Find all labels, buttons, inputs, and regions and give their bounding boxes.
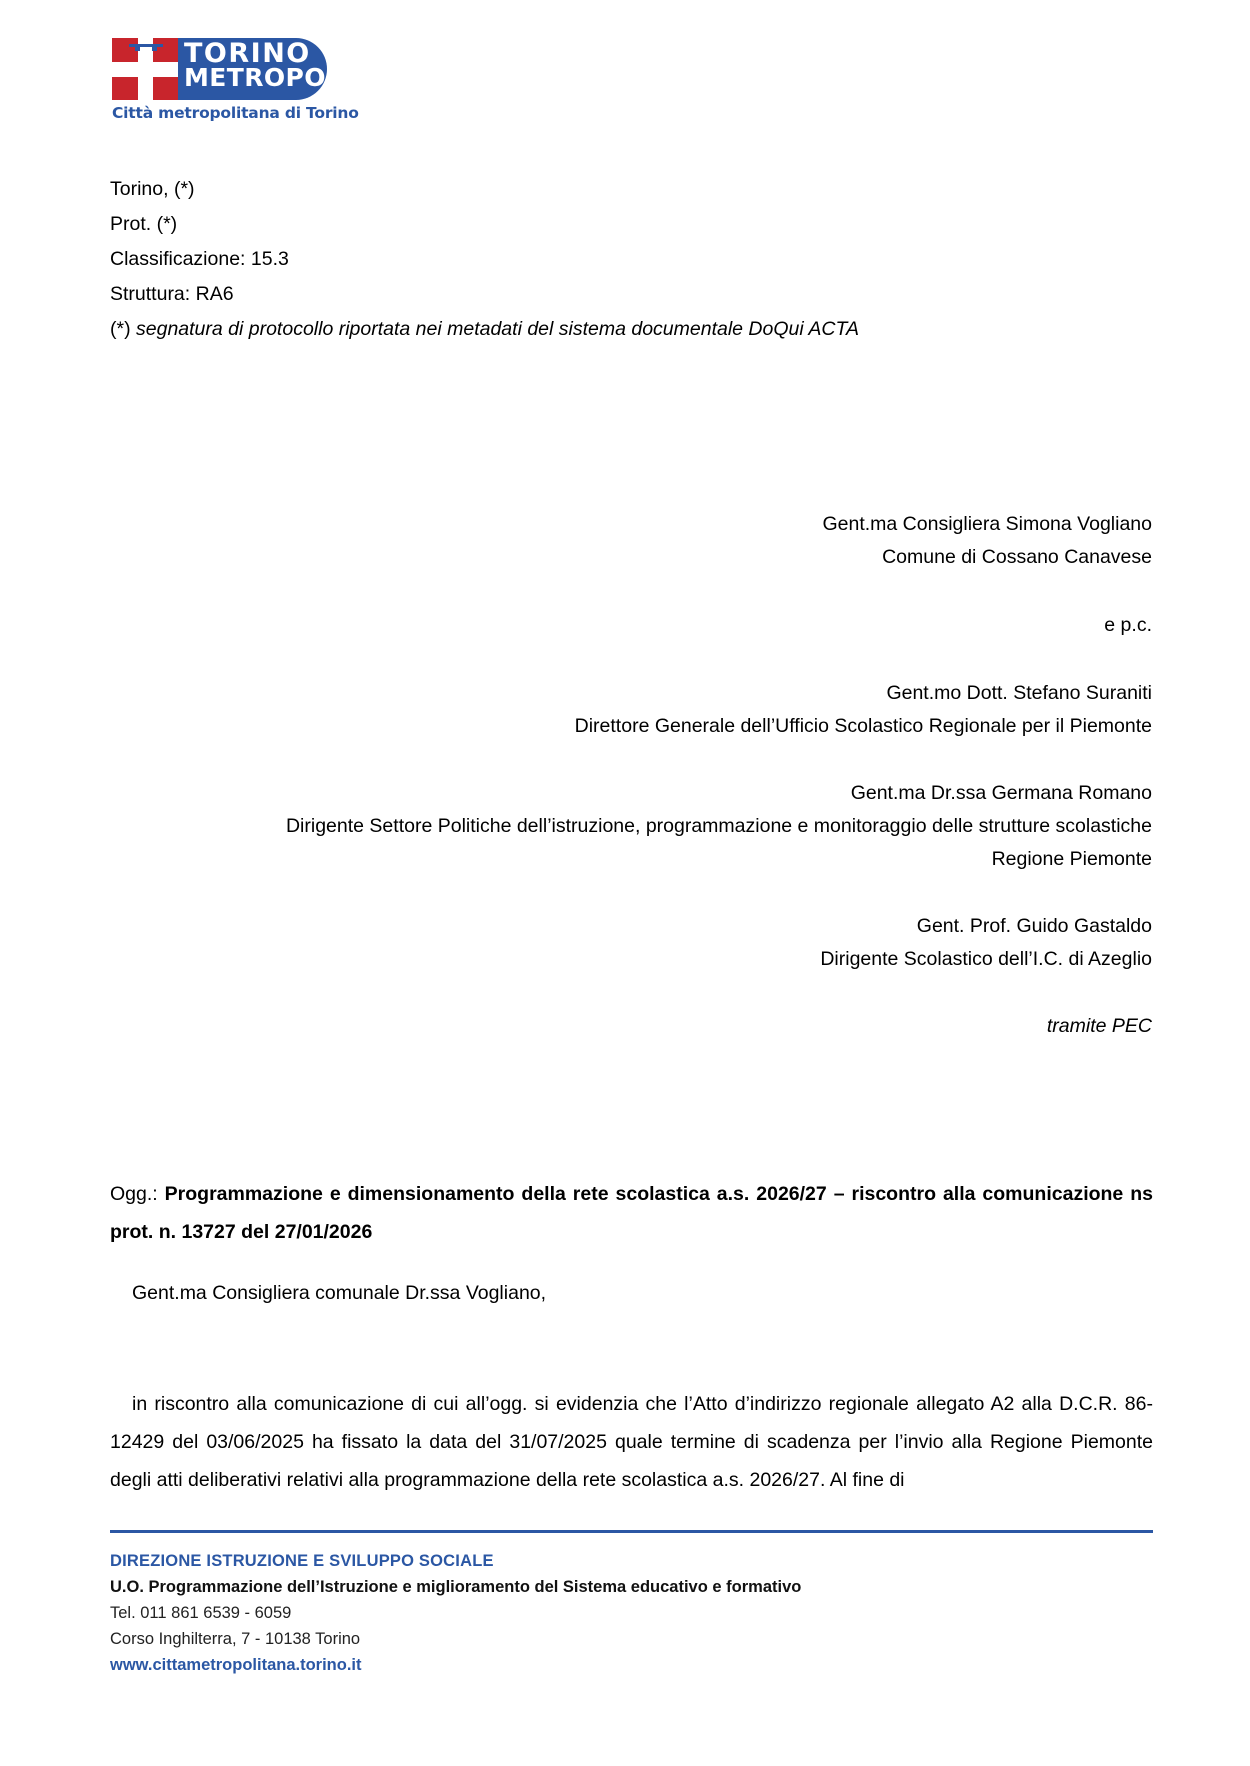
footer-divider xyxy=(110,1530,1153,1533)
recipient-line: Regione Piemonte xyxy=(991,848,1152,870)
recipient-cc-group-2 xyxy=(160,777,1152,876)
delivery-note: tramite PEC xyxy=(1046,1015,1152,1037)
subject-line xyxy=(110,1175,1153,1251)
recipient-line: Gent. Prof. Guido Gastaldo xyxy=(916,915,1152,937)
spacer xyxy=(160,574,1152,609)
footer-address: Corso Inghilterra, 7 - 10138 Torino xyxy=(110,1630,361,1648)
letter-paragraph: in riscontro alla comunicazione di cui all’ogg. si evidenzia che l’Atto d’indirizzo regionale allegato A2 alla D.C.R. 86-12429 del 03/06/2025 ha fissato la data del 31/07/2025 quale termine di scadenza per l’invio alla Regione Piemonte degli atti deliberativi relativi alla programmazione della rete scolastica a.s. 2026/27. Al fine di xyxy=(110,1393,1153,1491)
meta-footnote-text: segnatura di protocollo riportata nei metadati del sistema documentale DoQui ACTA xyxy=(136,318,859,340)
recipient-line: Dirigente Scolastico dell’I.C. di Azeglio xyxy=(820,948,1152,970)
recipient-line: Comune di Cossano Canavese xyxy=(882,546,1152,568)
footer-phone: Tel. 011 861 6539 - 6059 xyxy=(110,1604,292,1622)
organization-logo xyxy=(112,38,359,122)
logo-subtitle: Città metropolitana di Torino xyxy=(112,104,359,122)
recipient-line: Direttore Generale dell’Ufficio Scolastico Regionale per il Piemonte xyxy=(574,715,1152,737)
document-metadata-block xyxy=(110,172,1010,347)
crown-icon xyxy=(128,42,164,54)
meta-structure: Struttura: RA6 xyxy=(110,283,234,305)
spacer xyxy=(160,976,1152,1010)
cc-label: e p.c. xyxy=(1104,614,1152,636)
recipient-line: Gent.ma Dr.ssa Germana Romano xyxy=(850,782,1152,804)
meta-city-date: Torino, (*) xyxy=(110,178,195,200)
letter-salutation: Gent.ma Consigliera comunale Dr.ssa Vogliano, xyxy=(132,1282,547,1304)
meta-footnote-marker: (*) xyxy=(110,318,131,340)
recipient-line: Gent.ma Consigliera Simona Vogliano xyxy=(822,513,1152,535)
footer-block xyxy=(110,1548,1110,1678)
recipient-cc-group-1 xyxy=(160,677,1152,743)
recipients-block xyxy=(160,508,1152,1043)
subject-label: Ogg.: xyxy=(110,1183,158,1205)
subject-text: Programmazione e dimensionamento della rete scolastica a.s. 2026/27 – riscontro alla comunicazione ns prot. n. 13727 del 27/01/2026 xyxy=(110,1183,1153,1243)
recipient-line: Dirigente Settore Politiche dell’istruzione, programmazione e monitoraggio delle strutture scolastiche xyxy=(285,815,1152,837)
logo-wordmark xyxy=(184,38,352,93)
recipient-cc-group-3 xyxy=(160,910,1152,976)
spacer xyxy=(160,743,1152,777)
footer-unit: U.O. Programmazione dell’Istruzione e miglioramento del Sistema educativo e formativo xyxy=(110,1578,802,1596)
recipient-line: Gent.mo Dott. Stefano Suraniti xyxy=(886,682,1152,704)
spacer xyxy=(160,642,1152,677)
meta-protocol: Prot. (*) xyxy=(110,213,178,235)
meta-classification: Classificazione: 15.3 xyxy=(110,248,289,270)
logo-line-1: TORINO xyxy=(184,38,311,69)
recipient-primary xyxy=(160,508,1152,574)
spacer xyxy=(160,876,1152,910)
torino-flag-icon xyxy=(112,38,178,100)
footer-website-link[interactable]: www.cittametropolitana.torino.it xyxy=(110,1656,362,1674)
logo-line-2: METROPOLI xyxy=(184,63,352,93)
logo-mark xyxy=(112,38,352,100)
meta-footnote xyxy=(110,312,1010,347)
footer-direction: DIREZIONE ISTRUZIONE E SVILUPPO SOCIALE xyxy=(110,1552,494,1570)
flag-cross-horizontal xyxy=(112,62,178,77)
